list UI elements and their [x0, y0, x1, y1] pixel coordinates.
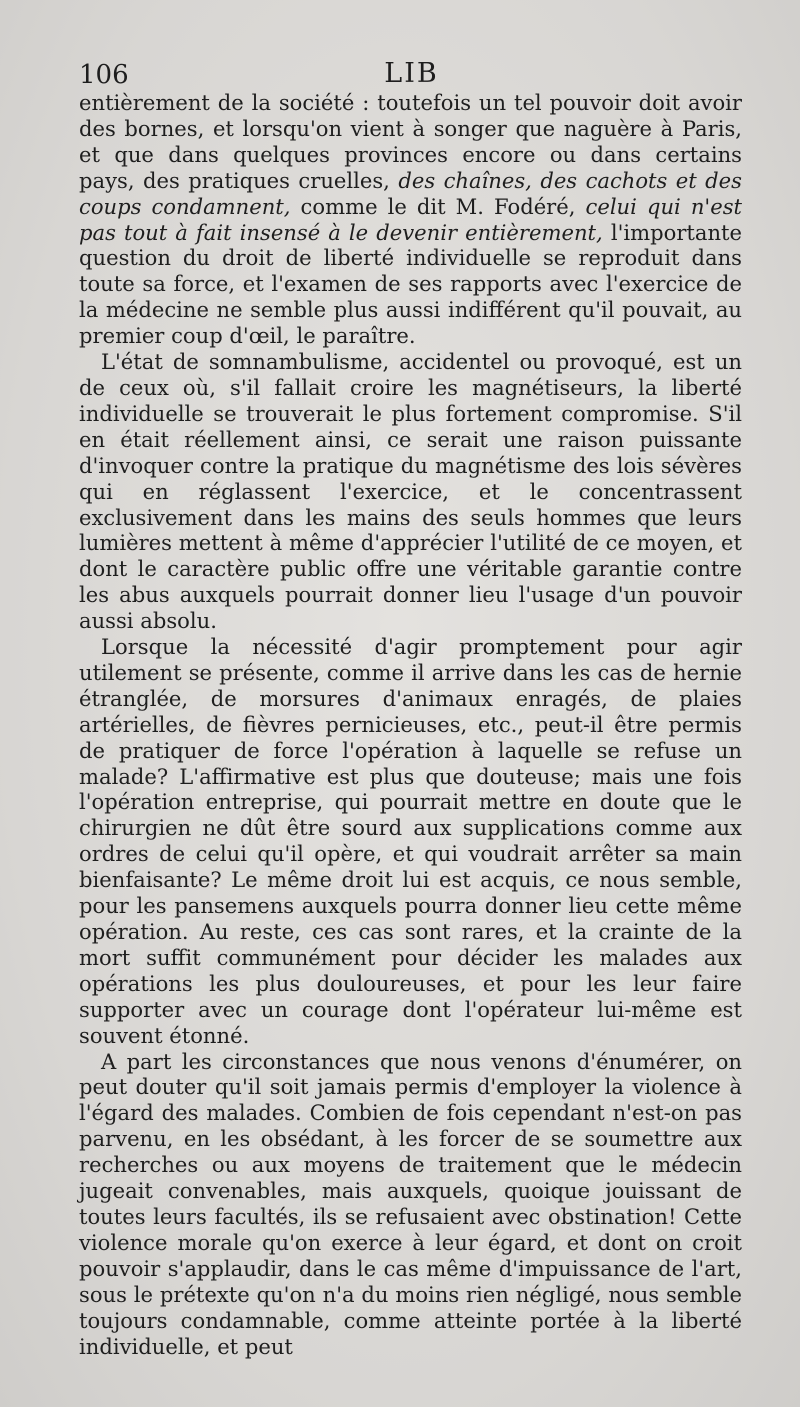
paragraph-1: [79, 90, 742, 349]
italic-segment: des chaînes, des cachots et des coups condamnent,: [79, 167, 742, 219]
paragraph-3: [79, 634, 742, 1049]
running-head: LIB: [384, 58, 439, 89]
page-number: 106: [79, 60, 129, 90]
text-segment: A part les circonstances que nous venons d'énumérer, on peut douter qu'il soit jamais permis d'employer la violence à l'égard des malades. Combien de fois cependant n'est-on pas parvenu, en les obsédant, à les forcer de se soumettre aux recherches ou aux moyens de traitement que le médecin jugeait convenables, mais auxquels, quoique jouissant de toutes leurs facultés, ils se refusaient avec obstination! Cette violence morale qu'on exerce à leur égard, et dont on croit pouvoir s'applaudir, dans le cas même d'impuissance de l'art, sous le prétexte qu'on n'a du moins rien négligé, nous semble toujours condamnable, comme atteinte portée à la liberté individuelle, et peut: [79, 1048, 742, 1359]
text-segment: Lorsque la nécessité d'agir promptement pour agir utilement se présente, comme il arrive dans les cas de hernie étranglée, de morsures d'animaux enragés, de plaies artérielles, de fièvres pernicieuses, etc., peut-il être permis de pratiquer de force l'opération à laquelle se refuse un malade? L'affirmative est plus que douteuse; mais une fois l'opération entreprise, qui pourrait mettre en doute que le chirurgien ne dût être sourd aux supplications comme aux ordres de celui qu'il opère, et qui voudrait arrêter sa main bienfaisante? Le même droit lui est acquis, ce nous semble, pour les pansemens auxquels pourra donner lieu cette même opération. Au reste, ces cas sont rares, et la crainte de la mort suffit communément pour décider les malades aux opérations les plus douloureuses, et pour les leur faire supporter avec un courage dont l'opérateur lui-même est souvent étonné.: [79, 634, 742, 1048]
paragraph-4: [79, 1049, 742, 1360]
text-segment: comme le dit M. Fodéré,: [290, 193, 586, 219]
page-header: [79, 58, 744, 92]
text-segment: entièrement de la société : toutefois un tel pouvoir doit avoir des bornes, et lorsqu'on vient à songer que naguère à Paris, et que dans quelques provinces encore ou dans certains pays, des pratiques cruelles,: [79, 90, 742, 193]
italic-segment: celui qui n'est pas tout à fait insensé à le devenir entièrement,: [79, 193, 742, 245]
text-segment: l'importante question du droit de liberté individuelle se reproduit dans toute sa force, et l'examen de ses rapports avec l'exercice de la médecine ne semble plus aussi indifférent qu'il pouvait, au premier coup d'œil, le paraître.: [79, 219, 742, 349]
paragraph-2: [79, 349, 742, 634]
text-segment: L'état de somnambulisme, accidentel ou provoqué, est un de ceux où, s'il fallait croire les magnétiseurs, la liberté individuelle se trouverait le plus fortement compromise. S'il en était réellement ainsi, ce serait une raison puissante d'invoquer contre la pratique du magnétisme des lois sévères qui en réglassent l'exercice, et le concentrassent exclusivement dans les mains des seuls hommes que leurs lumières mettent à même d'apprécier l'utilité de ce moyen, et dont le caractère public offre une véritable garantie contre les abus auxquels pourrait donner lieu l'usage d'un pouvoir aussi absolu.: [79, 349, 742, 634]
body-text: [79, 90, 742, 1359]
